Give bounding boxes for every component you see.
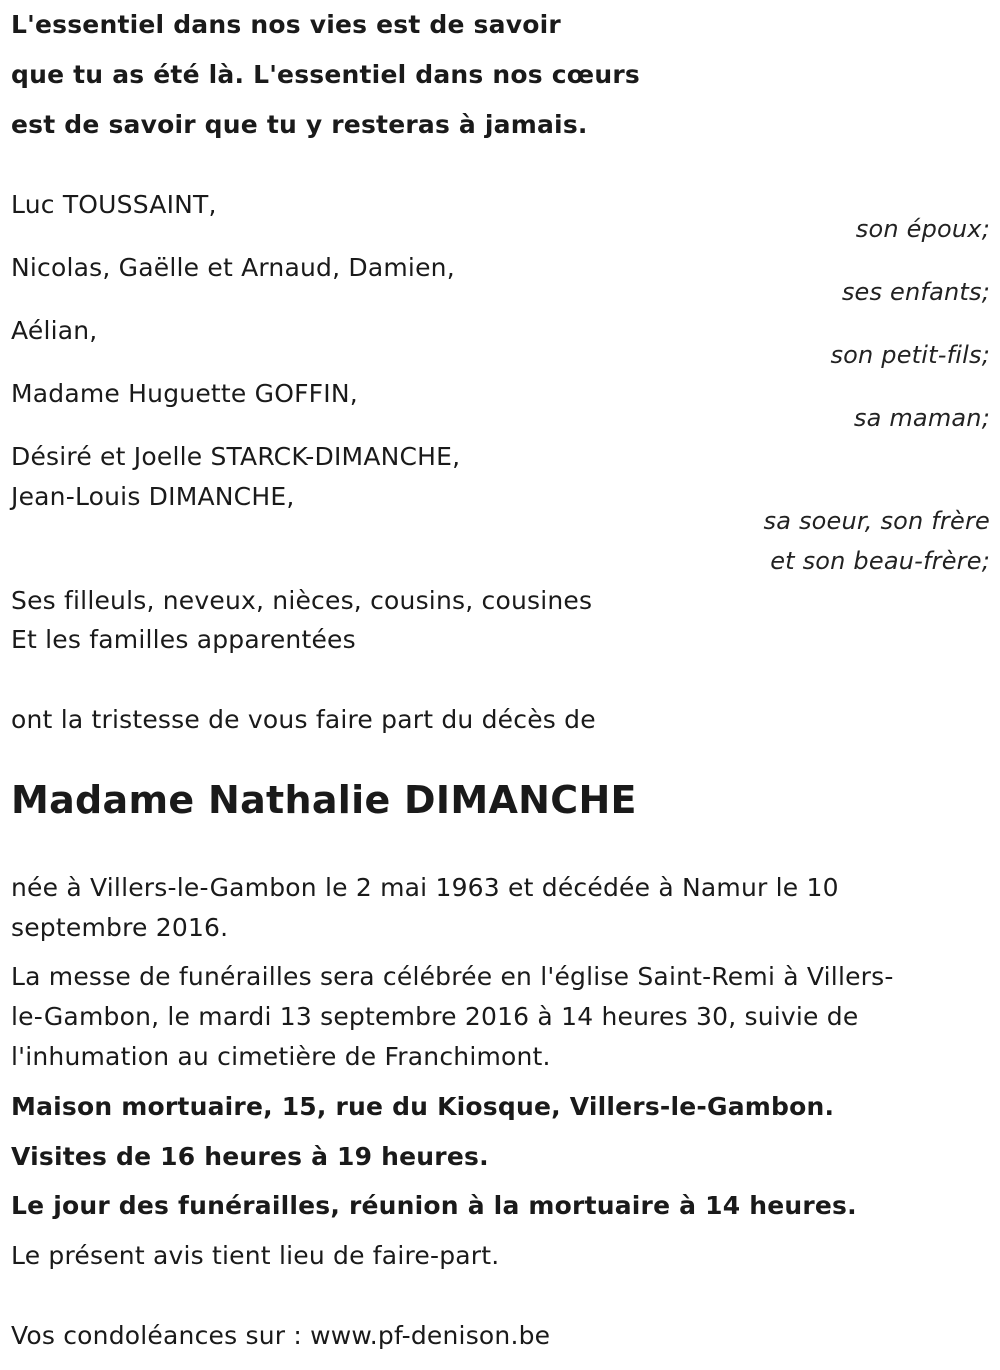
siblings-line-1: Désiré et Joelle STARCK-DIMANCHE, bbox=[11, 442, 461, 471]
birth-death-line-2: septembre 2016. bbox=[11, 913, 229, 942]
family-relation-spouse: son époux; bbox=[855, 215, 990, 243]
meeting-info: Le jour des funérailles, réunion à la mortuaire à 14 heures. bbox=[11, 1191, 857, 1220]
deceased-name: Madame Nathalie DIMANCHE bbox=[11, 778, 637, 822]
mortuary-address: Maison mortuaire, 15, rue du Kiosque, Villers-le-Gambon. bbox=[11, 1092, 835, 1121]
announcement-text: ont la tristesse de vous faire part du décès de bbox=[11, 705, 596, 734]
family-relation-mother: sa maman; bbox=[853, 404, 990, 432]
funeral-line-3: l'inhumation au cimetière de Franchimont. bbox=[11, 1042, 551, 1071]
family-names-children: Nicolas, Gaëlle et Arnaud, Damien, bbox=[11, 253, 455, 282]
family-relation-grandson: son petit-fils; bbox=[830, 341, 990, 369]
notice-text: Le présent avis tient lieu de faire-part. bbox=[11, 1241, 500, 1270]
siblings-line-2: Jean-Louis DIMANCHE, bbox=[11, 482, 295, 511]
quote-line-2: que tu as été là. L'essentiel dans nos cœurs bbox=[11, 60, 640, 89]
funeral-line-1: La messe de funérailles sera célébrée en l'église Saint-Remi à Villers- bbox=[11, 962, 894, 991]
visit-hours: Visites de 16 heures à 19 heures. bbox=[11, 1142, 489, 1171]
funeral-line-2: le-Gambon, le mardi 13 septembre 2016 à 14 heures 30, suivie de bbox=[11, 1002, 859, 1031]
condolences-link[interactable]: Vos condoléances sur : www.pf-denison.be bbox=[11, 1321, 551, 1350]
quote-line-1: L'essentiel dans nos vies est de savoir bbox=[11, 10, 561, 39]
others-line-1: Ses filleuls, neveux, nièces, cousins, cousines bbox=[11, 586, 593, 615]
birth-death-line-1: née à Villers-le-Gambon le 2 mai 1963 et décédée à Namur le 10 bbox=[11, 873, 839, 902]
others-line-2: Et les familles apparentées bbox=[11, 625, 356, 654]
family-names-mother: Madame Huguette GOFFIN, bbox=[11, 379, 358, 408]
family-names-grandson: Aélian, bbox=[11, 316, 98, 345]
siblings-relation-1: sa soeur, son frère bbox=[763, 507, 990, 535]
family-relation-children: ses enfants; bbox=[841, 278, 990, 306]
quote-line-3: est de savoir que tu y resteras à jamais. bbox=[11, 110, 588, 139]
siblings-relation-2: et son beau-frère; bbox=[770, 547, 990, 575]
family-names-spouse: Luc TOUSSAINT, bbox=[11, 190, 217, 219]
